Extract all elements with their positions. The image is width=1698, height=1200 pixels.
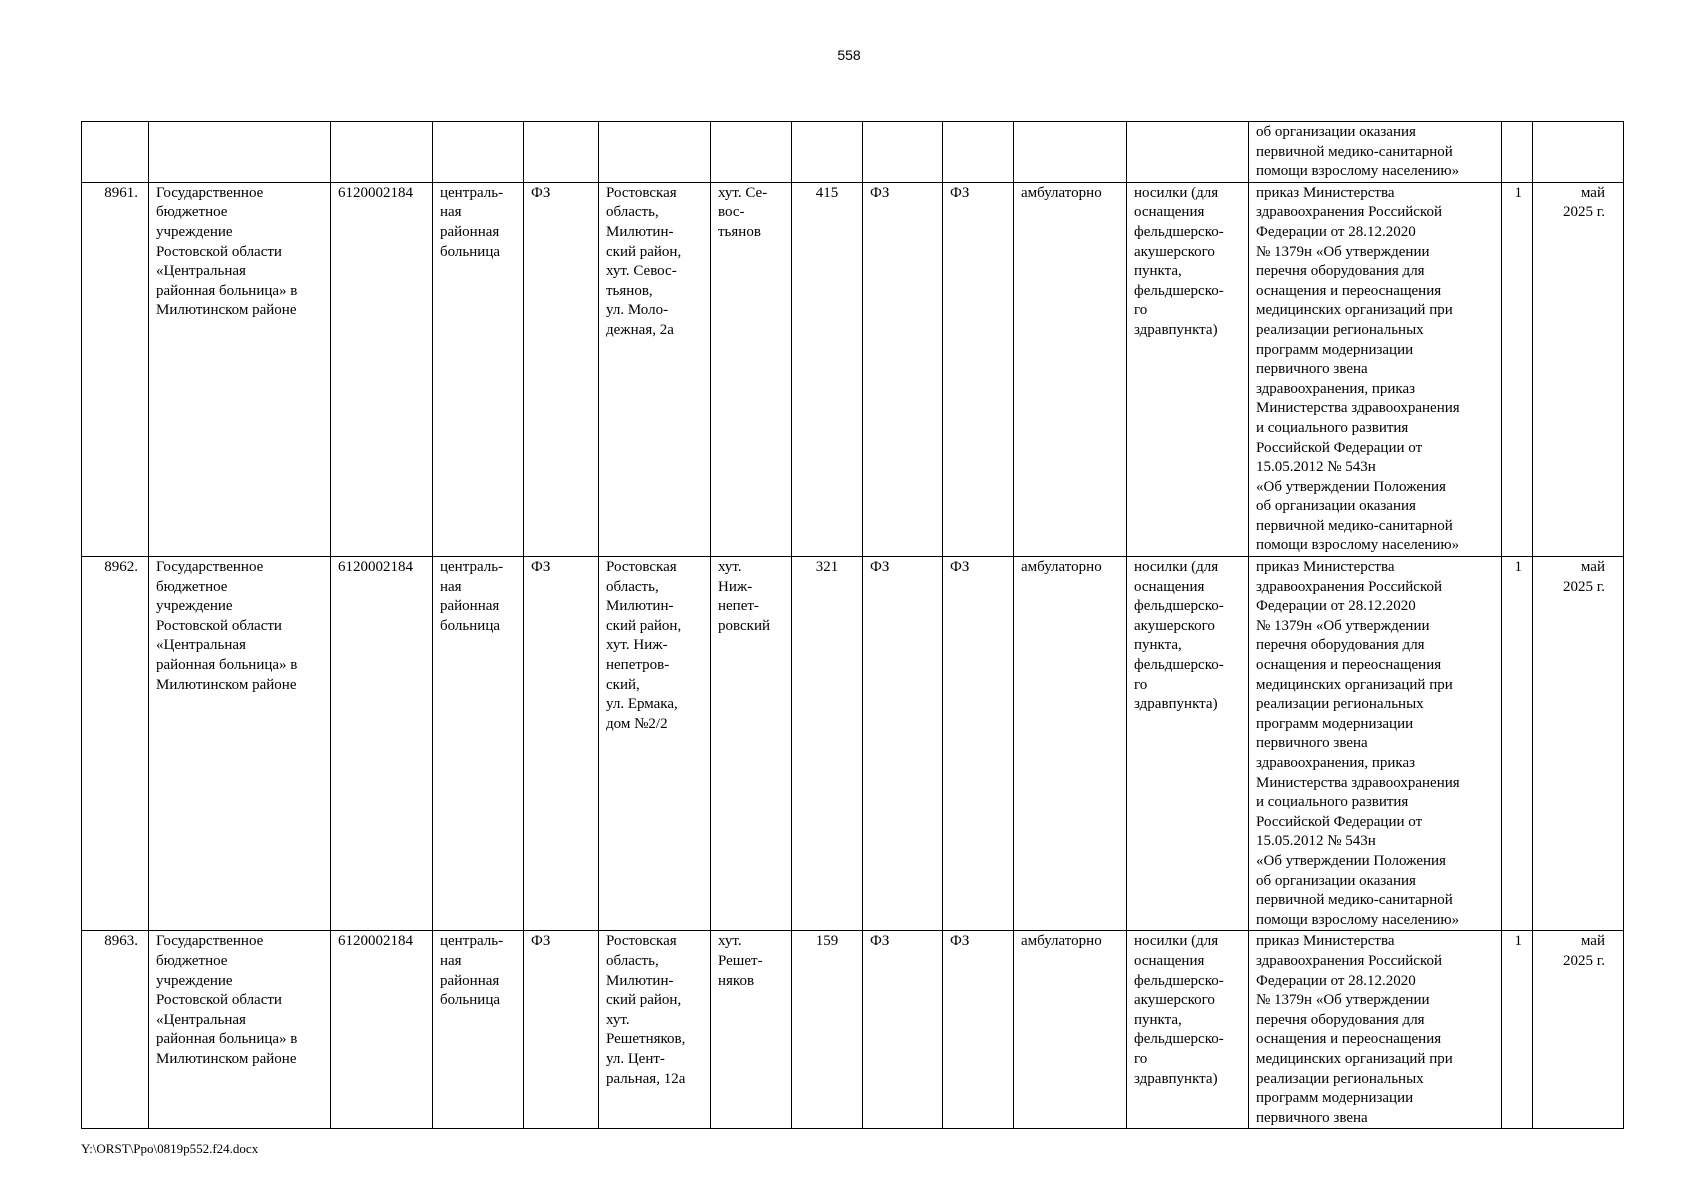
- cell-fz2: ФЗ: [863, 182, 943, 556]
- cell-address: Ростовская область, Милютин- ский район, хут. Решетняков, ул. Цент- ральная, 12а: [599, 931, 711, 1129]
- cell-basis: об организации оказания первичной медико-санитарной помощи взрослому населению»: [1249, 122, 1502, 183]
- cell-count: 1: [1502, 182, 1533, 556]
- cell-settlement: хут. Се- вос- тьянов: [711, 182, 792, 556]
- cell-number: 8963.: [82, 931, 149, 1129]
- cell-fz1: [524, 122, 599, 183]
- cell-fz2: [863, 122, 943, 183]
- cell-address: [599, 122, 711, 183]
- cell-type: [433, 122, 524, 183]
- cell-fz3: ФЗ: [943, 931, 1014, 1129]
- cell-fz2: ФЗ: [863, 931, 943, 1129]
- cell-date: май 2025 г.: [1533, 557, 1624, 931]
- cell-org: Государственное бюджетное учреждение Ростовской области «Центральная районная больница» в Милютинском районе: [149, 182, 331, 556]
- cell-mode: амбулаторно: [1014, 557, 1127, 931]
- cell-fz2: ФЗ: [863, 557, 943, 931]
- cell-mode: амбулаторно: [1014, 182, 1127, 556]
- cell-population: [792, 122, 863, 183]
- cell-basis: приказ Министерства здравоохранения Российской Федерации от 28.12.2020 № 1379н «Об утверждении перечня оборудования для оснащения и переоснащения медицинских организаций при реализации региональных программ модернизации первичного звена здравоохранения, приказ Министерства здравоохранения и социального развития Российской Федерации от 15.05.2012 № 543н «Об утверждении Положения об организации оказания первичной медико-санитарной помощи взрослому населению»: [1249, 182, 1502, 556]
- cell-settlement: [711, 122, 792, 183]
- cell-population: 321: [792, 557, 863, 931]
- cell-count: 1: [1502, 557, 1533, 931]
- table-row: [82, 182, 1624, 556]
- equipment-table: [81, 121, 1624, 1129]
- cell-date: май 2025 г.: [1533, 182, 1624, 556]
- page-number: 558: [837, 47, 861, 63]
- cell-fz1: ФЗ: [524, 557, 599, 931]
- cell-population: 159: [792, 931, 863, 1129]
- cell-count: 1: [1502, 931, 1533, 1129]
- cell-mode: амбулаторно: [1014, 931, 1127, 1129]
- table-row-continuation: [82, 122, 1624, 183]
- cell-equipment: носилки (для оснащения фельдшерско- акушерского пункта, фельдшерско- го здравпункта): [1127, 931, 1249, 1129]
- cell-org: [149, 122, 331, 183]
- cell-fz3: ФЗ: [943, 182, 1014, 556]
- cell-org: Государственное бюджетное учреждение Ростовской области «Центральная районная больница» в Милютинском районе: [149, 557, 331, 931]
- cell-equipment: [1127, 122, 1249, 183]
- footer-file-path: Y:\ORST\Ppo\0819p552.f24.docx: [81, 1141, 259, 1156]
- table-row: [82, 931, 1624, 1129]
- cell-type: централь- ная районная больница: [433, 931, 524, 1129]
- cell-inn: [331, 122, 433, 183]
- cell-address: Ростовская область, Милютин- ский район, хут. Севос- тьянов, ул. Моло- дежная, 2а: [599, 182, 711, 556]
- cell-mode: [1014, 122, 1127, 183]
- cell-date: май 2025 г.: [1533, 931, 1624, 1129]
- cell-inn: 6120002184: [331, 557, 433, 931]
- cell-settlement: хут. Решет- няков: [711, 931, 792, 1129]
- cell-type: централь- ная районная больница: [433, 557, 524, 931]
- cell-count: [1502, 122, 1533, 183]
- cell-inn: 6120002184: [331, 182, 433, 556]
- cell-equipment: носилки (для оснащения фельдшерско- акушерского пункта, фельдшерско- го здравпункта): [1127, 557, 1249, 931]
- cell-equipment: носилки (для оснащения фельдшерско- акушерского пункта, фельдшерско- го здравпункта): [1127, 182, 1249, 556]
- cell-address: Ростовская область, Милютин- ский район, хут. Ниж- непетров- ский, ул. Ермака, дом №2/2: [599, 557, 711, 931]
- cell-number: [82, 122, 149, 183]
- table-row: [82, 557, 1624, 931]
- cell-settlement: хут. Ниж- непет- ровский: [711, 557, 792, 931]
- cell-number: 8962.: [82, 557, 149, 931]
- cell-inn: 6120002184: [331, 931, 433, 1129]
- cell-fz3: [943, 122, 1014, 183]
- cell-basis: приказ Министерства здравоохранения Российской Федерации от 28.12.2020 № 1379н «Об утверждении перечня оборудования для оснащения и переоснащения медицинских организаций при реализации региональных программ модернизации первичного звена: [1249, 931, 1502, 1129]
- cell-population: 415: [792, 182, 863, 556]
- cell-basis: приказ Министерства здравоохранения Российской Федерации от 28.12.2020 № 1379н «Об утверждении перечня оборудования для оснащения и переоснащения медицинских организаций при реализации региональных программ модернизации первичного звена здравоохранения, приказ Министерства здравоохранения и социального развития Российской Федерации от 15.05.2012 № 543н «Об утверждении Положения об организации оказания первичной медико-санитарной помощи взрослому населению»: [1249, 557, 1502, 931]
- cell-org: Государственное бюджетное учреждение Ростовской области «Центральная районная больница» в Милютинском районе: [149, 931, 331, 1129]
- cell-type: централь- ная районная больница: [433, 182, 524, 556]
- cell-fz1: ФЗ: [524, 182, 599, 556]
- cell-number: 8961.: [82, 182, 149, 556]
- cell-fz1: ФЗ: [524, 931, 599, 1129]
- cell-fz3: ФЗ: [943, 557, 1014, 931]
- cell-date: [1533, 122, 1624, 183]
